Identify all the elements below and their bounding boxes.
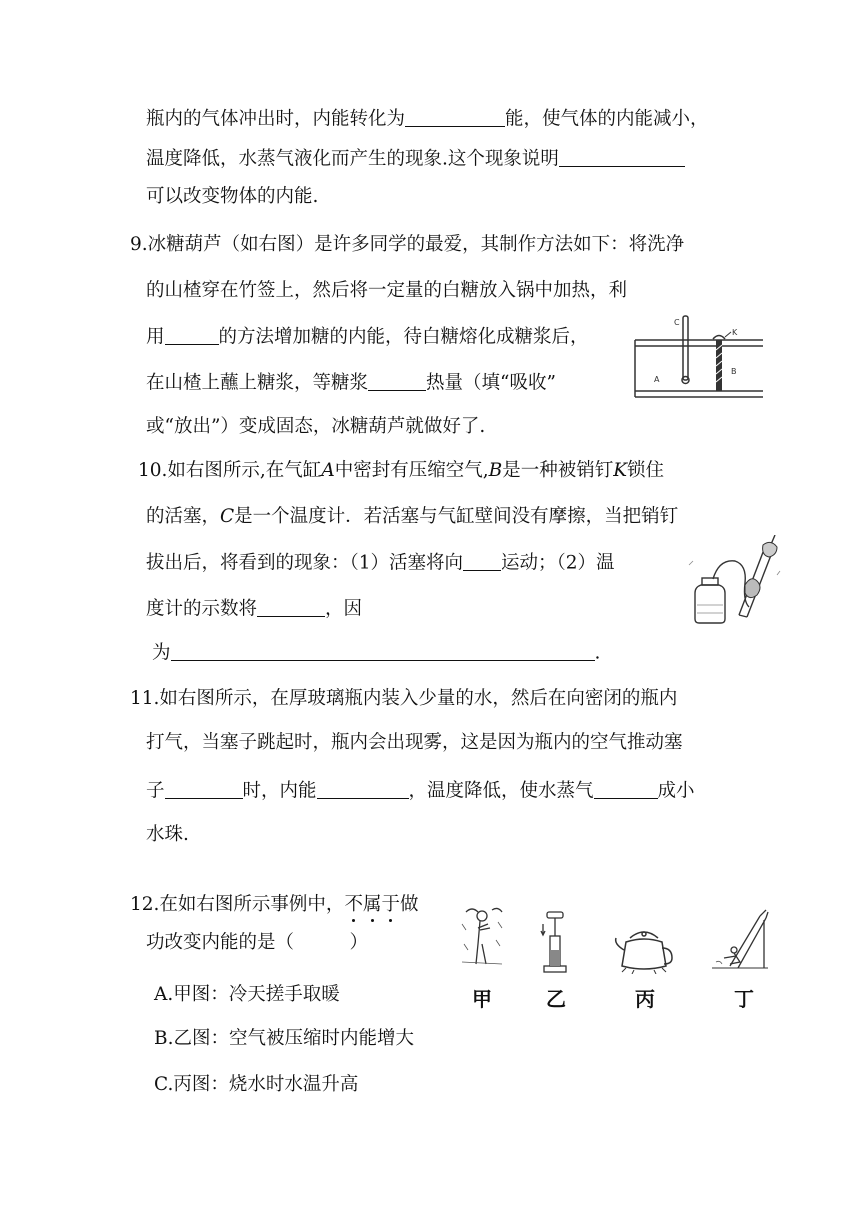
- q11-line-4: 水珠.: [146, 824, 189, 845]
- q10-line-2: [146, 508, 678, 527]
- q11-line-3: [146, 780, 695, 801]
- label-jia: 甲: [472, 987, 492, 1011]
- q10-text: 度计的示数将: [146, 598, 258, 620]
- answer-blank[interactable]: [257, 598, 325, 617]
- q8-line-2: [146, 148, 685, 169]
- label-a: A: [654, 375, 660, 384]
- q10-text: 是一个温度计．若活塞与气缸壁间没有摩擦，当把销钉: [234, 506, 679, 527]
- q8-text: 能，使气体的内能减小，: [505, 108, 709, 130]
- answer-blank[interactable]: [171, 642, 595, 661]
- bing-picture: [612, 924, 676, 974]
- var-b: B: [488, 460, 503, 481]
- q10-text: .: [594, 642, 601, 664]
- emphasis-char: 不: [344, 894, 363, 915]
- jia-picture: [458, 904, 506, 970]
- var-k: K: [613, 460, 628, 481]
- q10-text: ，因: [325, 598, 363, 620]
- q11-text: 时，内能: [242, 780, 317, 802]
- answer-blank[interactable]: [594, 780, 658, 799]
- q10-text: 的活塞，: [146, 506, 221, 527]
- option-a[interactable]: A.甲图：冷天搓手取暖: [154, 984, 340, 1005]
- label-b: B: [731, 367, 737, 376]
- answer-blank[interactable]: [317, 780, 409, 799]
- option-c[interactable]: C.丙图：烧水时水温升高: [154, 1074, 359, 1095]
- answer-blank[interactable]: [463, 552, 501, 571]
- emphasis-char: 属: [362, 894, 382, 915]
- var-a: A: [321, 460, 335, 481]
- bottle-pump-figure: [685, 535, 781, 627]
- q9-text: 的方法增加糖的内能，待白糖熔化成糖浆后，: [218, 326, 589, 348]
- q10-text: 10.如右图所示,在气缸: [138, 460, 322, 481]
- q10-line-1: [138, 462, 664, 481]
- q11-text: 子: [146, 780, 165, 802]
- q9-line-5: 或“放出”）变成固态，冰糖葫芦就做好了.: [146, 416, 486, 437]
- label-yi: 乙: [546, 987, 566, 1011]
- q11-line-1: 11.如右图所示，在厚玻璃瓶内装入少量的水，然后在向密闭的瓶内: [130, 688, 678, 709]
- q9-text: 热量（填“吸收”: [426, 372, 556, 394]
- var-c: C: [220, 506, 235, 527]
- cylinder-figure: [632, 310, 766, 402]
- q10-text: 拔出后，将看到的现象：（1）活塞将向: [146, 552, 464, 574]
- q9-line-4: [146, 372, 556, 393]
- q12-line-2: 功改变内能的是（ ）: [146, 932, 369, 953]
- q9-text: 在山楂上蘸上糖浆，等糖浆: [146, 372, 369, 394]
- q9-text: 用: [146, 326, 165, 348]
- q11-text: ，温度降低，使水蒸气: [408, 780, 594, 802]
- label-c: C: [674, 318, 680, 327]
- q8-text: 瓶内的气体冲出时，内能转化为: [146, 108, 406, 130]
- answer-blank[interactable]: [368, 372, 426, 391]
- q9-line-3: [146, 326, 589, 347]
- q8-line-1: [146, 108, 709, 129]
- ding-picture: [710, 906, 770, 972]
- q10-text: 运动；（2）温: [501, 552, 615, 574]
- q8-line-3: 可以改变物体的内能.: [146, 186, 319, 207]
- yi-picture: [540, 910, 570, 974]
- q10-line-5: [152, 642, 600, 663]
- q9-line-2: 的山楂穿在竹签上，然后将一定量的白糖放入锅中加热，利: [146, 280, 628, 301]
- q10-line-4: [146, 598, 362, 619]
- q10-text: 中密封有压缩空气,: [334, 460, 489, 481]
- answer-blank[interactable]: [165, 326, 219, 345]
- option-b[interactable]: B.乙图：空气被压缩时内能增大: [154, 1028, 414, 1049]
- answer-blank[interactable]: [405, 108, 505, 127]
- label-ding: 丁: [734, 987, 754, 1011]
- q10-text: 是一种被销钉: [502, 460, 614, 481]
- answer-blank[interactable]: [559, 148, 685, 167]
- label-bing: 丙: [635, 987, 655, 1011]
- q11-line-2: 打气，当塞子跳起时，瓶内会出现雾，这是因为瓶内的空气推动塞: [146, 732, 683, 753]
- q8-text: 温度降低，水蒸气液化而产生的现象.这个现象说明: [146, 148, 559, 170]
- q11-text: 成小: [657, 780, 695, 802]
- q12-text: 做: [399, 894, 419, 915]
- q9-line-1: 9.冰糖葫芦（如右图）是许多同学的最爱，其制作方法如下：将洗净: [130, 234, 685, 255]
- q10-line-3: [146, 552, 615, 573]
- q12-line-1: [130, 896, 419, 915]
- q10-text: 为: [152, 642, 171, 664]
- q10-text: 锁住: [627, 460, 665, 481]
- label-k: K: [732, 328, 738, 337]
- q12-text: 12.在如右图所示事例中，: [130, 894, 345, 915]
- answer-blank[interactable]: [165, 780, 243, 799]
- emphasis-char: 于: [381, 894, 400, 915]
